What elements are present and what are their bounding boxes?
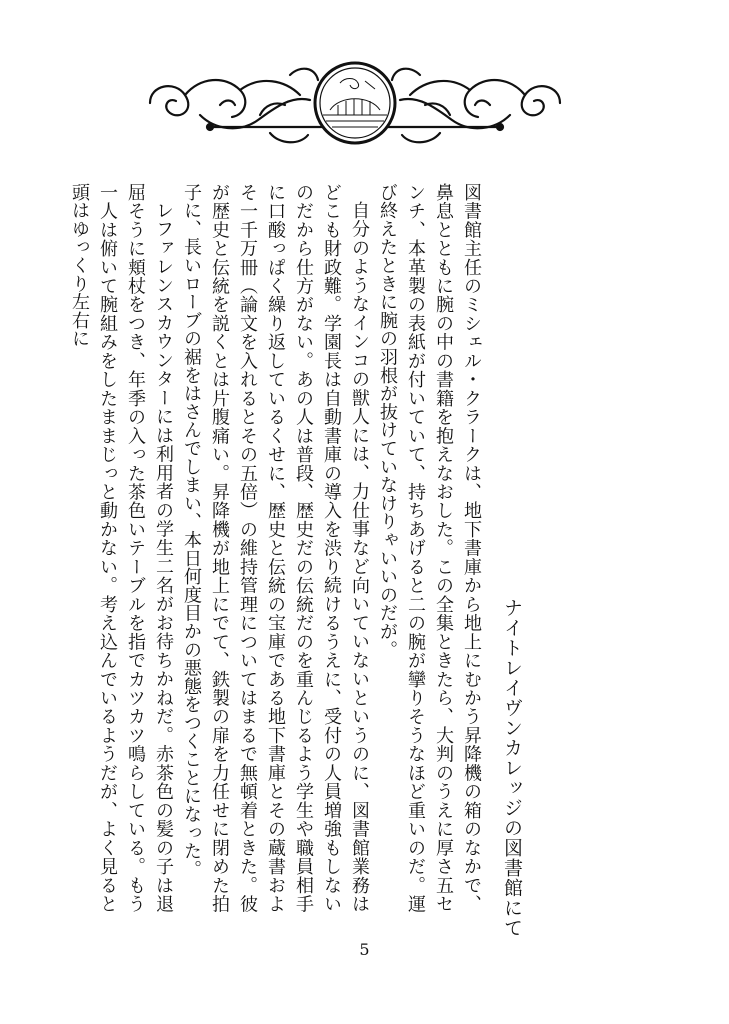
paragraph: 自分のようなインコの獣人には、力仕事など向いていないというのに、図書館業務はどこも財政難。学園長は自動書庫の導入を渋り続けるうえに、受付の人員増強もしないのだから仕方がない。あの人は普段、歴史だの伝統だのを重んじるよう学生や職員相手に口酸っぱく繰り返しているくせに、歴史と伝統の宝庫である地下書庫とその蔵書およそ一千万冊（論文を入れるとその五倍）の維持管理についてはまるで無頓着ときた。彼が歴史と伝統を説くとは片腹痛い。昇降機が地上にでて、鉄製の扉を力任せに閉めた拍子に、長いローブの裾をはさんでしまい、本日何度目かの悪態をつくことになった。	[181, 183, 370, 913]
ornamental-headpiece-icon	[140, 55, 570, 155]
chapter-title: ナイトレイヴンカレッジの図書館にて	[501, 598, 523, 938]
body-text	[65, 183, 485, 913]
paragraph: レファレンスカウンターには利用者の学生二名がお待ちかねだ。赤茶色の髪の子は退屈そうに頬杖をつき、年季の入った茶色いテーブルを指でカツカツ鳴らしている。もう一人は俯いて腕組みをしたままじっと動かない。考え込んでいるようだが、よく見ると頭はゆっくり左右に	[69, 183, 174, 913]
paragraph: 図書館主任のミシェル・クラークは、地下書庫から地上にむかう昇降機の箱のなかで、鼻息とともに腕の中の書籍を抱えなおした。この全集ときたら、大判のうえに厚さ五センチ、本革製の表紙が付いていて、持ちあげると二の腕が攣りそうなほど重いのだ。運び終えたときに腕の羽根が抜けていなけりゃいいのだが。	[377, 183, 482, 913]
page-number: 5	[359, 940, 370, 959]
